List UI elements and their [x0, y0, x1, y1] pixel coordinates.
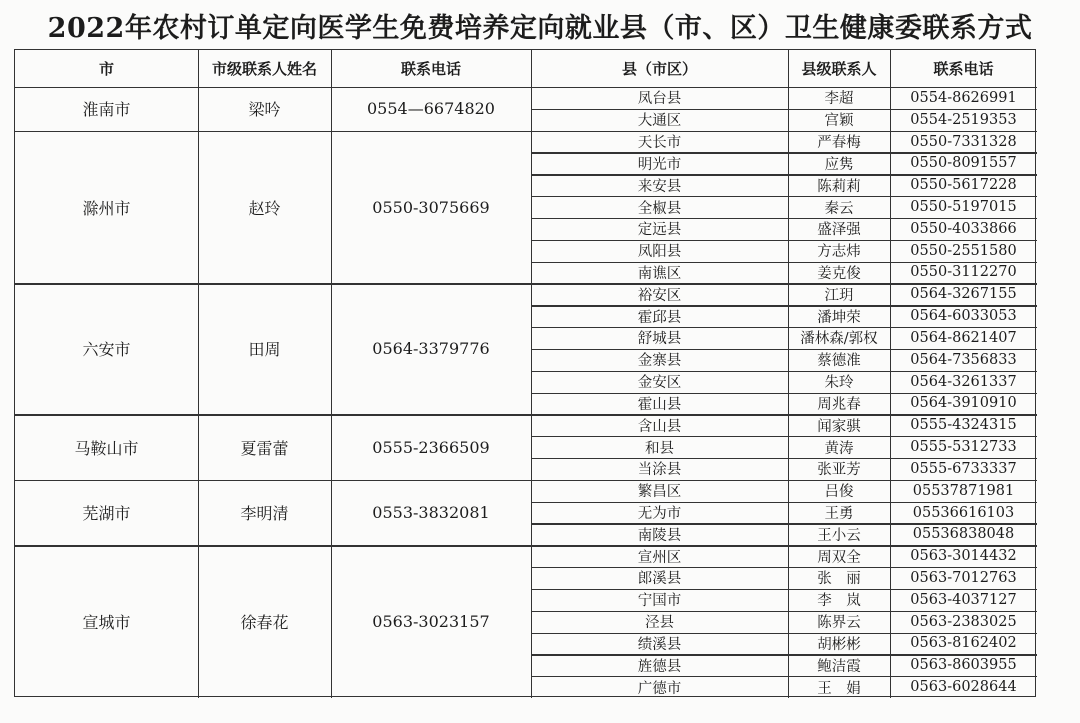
county-name-cell: 金安区 [637, 375, 682, 392]
county-phone-cell: 0564-3261337 [910, 373, 1017, 390]
county-phone-cell: 0563-8603955 [910, 657, 1017, 674]
county-contact-cell: 周双全 [817, 549, 861, 566]
city-name-cell: 马鞍山市 [74, 438, 139, 458]
county-name-cell: 南陵县 [637, 527, 682, 544]
county-contact-cell: 江玥 [824, 287, 854, 304]
county-name-cell: 凤台县 [637, 91, 682, 108]
city-contact-cell: 赵玲 [248, 198, 281, 218]
city-contact-cell: 田周 [248, 340, 281, 360]
county-phone-cell: 0550-8091557 [910, 155, 1017, 172]
county-phone-cell: 05536838048 [912, 526, 1015, 543]
county-contact-cell: 宫颖 [824, 113, 854, 130]
header-city-phone: 联系电话 [400, 60, 461, 78]
city-contact-cell: 徐春花 [240, 613, 289, 633]
county-contact-cell: 秦云 [824, 200, 854, 217]
county-phone-cell: 0563-7012763 [910, 569, 1017, 586]
county-contact-cell: 陈界云 [817, 615, 861, 632]
city-phone-cell: 0554—6674820 [367, 99, 495, 119]
county-contact-cell: 张 丽 [817, 571, 861, 588]
city-name-cell: 宣城市 [82, 613, 131, 633]
county-phone-cell: 05536616103 [912, 504, 1015, 521]
county-contact-cell: 张亚芳 [817, 462, 861, 479]
county-contact-cell: 吕俊 [824, 484, 854, 501]
county-name-cell: 来安县 [637, 178, 682, 195]
header-county-phone: 联系电话 [933, 60, 994, 78]
county-contact-cell: 李 岚 [817, 593, 861, 610]
county-contact-cell: 胡彬彬 [817, 636, 861, 653]
city-name-cell: 滁州市 [82, 198, 131, 218]
county-contact-cell: 朱玲 [824, 375, 854, 392]
county-phone-cell: 0550-7331328 [910, 133, 1017, 150]
county-name-cell: 霍山县 [637, 396, 682, 413]
county-phone-cell: 0555-4324315 [910, 417, 1017, 434]
header-city-contact: 市级联系人姓名 [211, 60, 317, 78]
county-name-cell: 和县 [645, 440, 674, 457]
county-contact-cell: 闻家骐 [817, 418, 861, 435]
city-name-cell: 六安市 [82, 340, 131, 360]
county-phone-cell: 0550-4033866 [910, 220, 1017, 237]
county-phone-cell: 0550-5617228 [910, 177, 1017, 194]
city-phone-cell: 0563-3023157 [372, 612, 490, 632]
county-name-cell: 当涂县 [637, 462, 682, 479]
county-phone-cell: 0554-2519353 [910, 111, 1017, 128]
county-name-cell: 含山县 [637, 418, 682, 435]
county-contact-cell: 鲍洁霞 [817, 658, 861, 675]
county-phone-cell: 0550-3112270 [910, 264, 1017, 281]
county-contact-cell: 严春梅 [817, 135, 861, 152]
county-phone-cell: 0550-2551580 [910, 242, 1017, 259]
county-name-cell: 广德市 [637, 680, 682, 697]
county-phone-cell: 0564-7356833 [910, 351, 1017, 368]
county-phone-cell: 0555-6733337 [910, 460, 1017, 477]
county-name-cell: 泾县 [645, 615, 674, 632]
county-name-cell: 宁国市 [637, 593, 682, 610]
county-phone-cell: 05537871981 [912, 482, 1015, 499]
county-name-cell: 凤阳县 [637, 244, 682, 261]
county-name-cell: 绩溪县 [637, 636, 682, 653]
city-contact-cell: 梁吟 [248, 100, 281, 120]
county-contact-cell: 李超 [824, 91, 854, 108]
county-contact-cell: 周兆春 [817, 396, 861, 413]
page-title: 2022年农村订单定向医学生免费培养定向就业县（市、区）卫生健康委联系方式 [47, 13, 1033, 44]
county-name-cell: 定远县 [637, 222, 682, 239]
county-contact-cell: 盛泽强 [817, 222, 861, 239]
county-name-cell: 繁昌区 [637, 484, 682, 501]
county-name-cell: 大通区 [637, 113, 682, 130]
county-contact-cell: 王 娟 [817, 680, 861, 697]
county-phone-cell: 0550-5197015 [910, 199, 1017, 215]
county-name-cell: 宣州区 [637, 549, 682, 566]
county-phone-cell: 0563-3014432 [910, 548, 1017, 565]
city-phone-cell: 0553-3832081 [372, 503, 490, 522]
county-phone-cell: 0564-6033053 [910, 308, 1017, 325]
county-contact-cell: 应隽 [824, 156, 854, 173]
city-phone-cell: 0564-3379776 [372, 339, 490, 359]
county-contact-cell: 王小云 [817, 527, 861, 544]
county-phone-cell: 0564-3910910 [910, 395, 1017, 412]
county-phone-cell: 0563-2383025 [910, 613, 1017, 630]
county-contact-cell: 陈莉莉 [817, 178, 861, 195]
county-name-cell: 明光市 [637, 156, 682, 173]
county-phone-cell: 0564-8621407 [910, 329, 1017, 346]
county-name-cell: 全椒县 [637, 200, 682, 217]
county-contact-cell: 潘坤荣 [817, 309, 861, 326]
city-phone-cell: 0555-2366509 [372, 437, 490, 457]
county-contact-cell: 蔡德准 [817, 353, 861, 370]
county-name-cell: 旌德县 [637, 658, 682, 675]
header-county: 县（市区） [621, 60, 697, 78]
county-name-cell: 无为市 [637, 506, 682, 522]
county-phone-cell: 0563-4037127 [910, 591, 1017, 608]
county-phone-cell: 0555-5312733 [910, 439, 1017, 456]
county-name-cell: 天长市 [637, 135, 682, 152]
county-name-cell: 裕安区 [637, 287, 682, 304]
county-phone-cell: 0563-6028644 [910, 679, 1017, 696]
city-phone-cell: 0550-3075669 [372, 197, 490, 217]
header-city: 市 [98, 60, 114, 78]
county-contact-cell: 姜克俊 [817, 265, 861, 282]
county-phone-cell: 0554-8626991 [910, 89, 1017, 106]
county-contact-cell: 方志炜 [817, 244, 861, 261]
city-name-cell: 芜湖市 [82, 504, 131, 523]
county-contact-cell: 黄涛 [824, 440, 854, 457]
county-phone-cell: 0563-8162402 [910, 635, 1017, 652]
county-name-cell: 南谯区 [637, 265, 682, 282]
header-county-contact: 县级联系人 [801, 60, 877, 78]
county-name-cell: 霍邱县 [637, 309, 682, 326]
county-name-cell: 舒城县 [637, 331, 682, 348]
county-name-cell: 金寨县 [637, 353, 682, 370]
city-name-cell: 淮南市 [82, 100, 131, 120]
county-phone-cell: 0564-3267155 [910, 286, 1017, 303]
city-contact-cell: 李明清 [240, 504, 289, 523]
contact-table [14, 49, 1036, 697]
county-name-cell: 郎溪县 [637, 571, 682, 588]
city-contact-cell: 夏雷蕾 [240, 438, 289, 458]
county-contact-cell: 潘林森/郭权 [800, 331, 878, 348]
county-contact-cell: 王勇 [824, 506, 854, 522]
